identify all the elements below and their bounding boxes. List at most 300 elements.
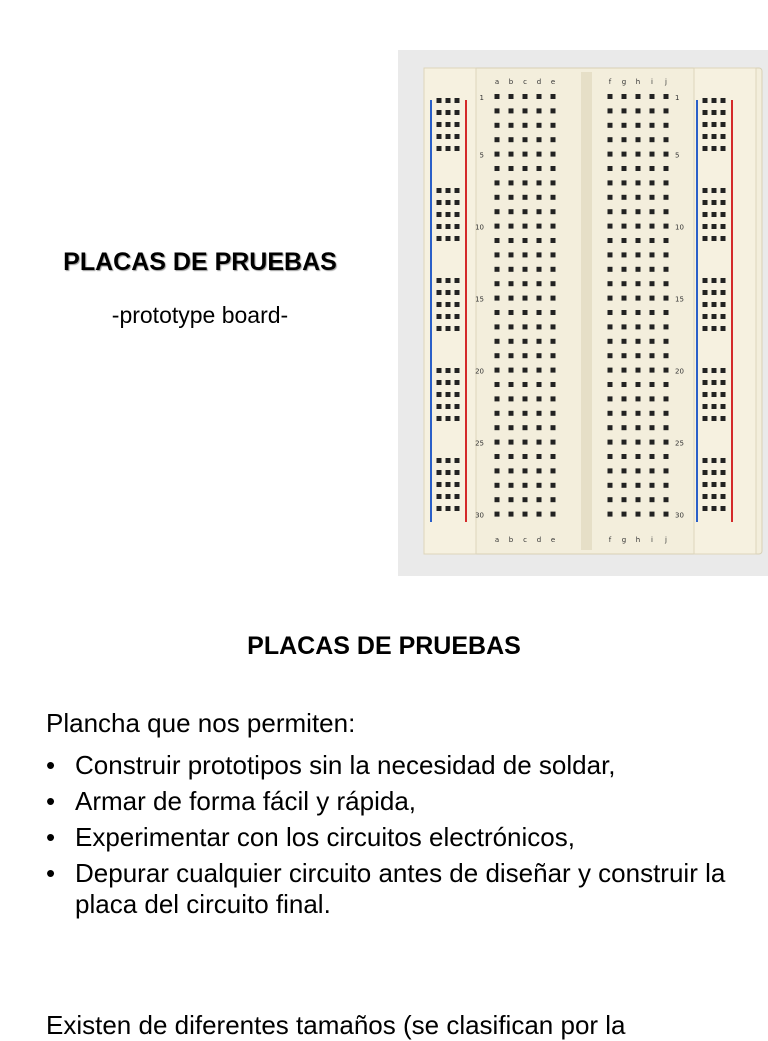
grid-hole [551, 94, 556, 99]
grid-hole [537, 296, 542, 301]
grid-hole [509, 152, 514, 157]
grid-hole [523, 454, 528, 459]
grid-hole [509, 94, 514, 99]
bullet-item: • Depurar cualquier circuito antes de diseñar y construir la placa del circuito final. [46, 858, 726, 919]
rail-hole [721, 110, 726, 115]
column-label: a [494, 536, 500, 544]
grid-hole [537, 281, 542, 286]
grid-hole [509, 425, 514, 430]
grid-hole [608, 180, 613, 185]
rail-hole [437, 458, 442, 463]
column-label: h [635, 536, 641, 544]
grid-hole [537, 224, 542, 229]
rail-hole [446, 416, 451, 421]
grid-hole [664, 224, 669, 229]
grid-hole [551, 166, 556, 171]
grid-hole [509, 281, 514, 286]
rail-hole [712, 110, 717, 115]
row-number-label: 10 [475, 223, 484, 232]
grid-hole [608, 396, 613, 401]
grid-hole [537, 339, 542, 344]
grid-hole [523, 324, 528, 329]
bullet-icon: • [46, 750, 56, 780]
rail-hole [455, 458, 460, 463]
grid-hole [495, 454, 500, 459]
grid-hole [495, 224, 500, 229]
rail-hole [703, 110, 708, 115]
grid-hole [664, 296, 669, 301]
rail-hole [437, 482, 442, 487]
grid-hole [495, 137, 500, 142]
grid-hole [650, 425, 655, 430]
grid-hole [537, 166, 542, 171]
grid-hole [495, 368, 500, 373]
grid-hole [636, 454, 641, 459]
rail-hole [455, 470, 460, 475]
grid-hole [636, 512, 641, 517]
grid-hole [622, 209, 627, 214]
grid-hole [551, 368, 556, 373]
grid-hole [622, 310, 627, 315]
row-number-label: 30 [475, 511, 484, 520]
grid-hole [650, 281, 655, 286]
rail-hole [712, 98, 717, 103]
grid-hole [636, 209, 641, 214]
rail-hole [437, 326, 442, 331]
grid-hole [509, 454, 514, 459]
rail-hole [437, 290, 442, 295]
rail-hole [437, 224, 442, 229]
rail-hole [703, 458, 708, 463]
grid-hole [537, 195, 542, 200]
grid-hole [636, 296, 641, 301]
grid-hole [664, 382, 669, 387]
row-number-label: 10 [675, 223, 684, 232]
grid-hole [509, 252, 514, 257]
grid-hole [523, 512, 528, 517]
grid-hole [622, 166, 627, 171]
grid-hole [622, 425, 627, 430]
column-label: d [536, 536, 542, 544]
grid-hole [495, 324, 500, 329]
grid-hole [523, 468, 528, 473]
grid-hole [551, 411, 556, 416]
grid-hole [551, 512, 556, 517]
rail-hole [446, 212, 451, 217]
row-number-label: 15 [675, 295, 684, 304]
grid-hole [636, 324, 641, 329]
rail-hole [455, 404, 460, 409]
grid-hole [650, 396, 655, 401]
rail-hole [437, 368, 442, 373]
rail-hole [455, 236, 460, 241]
breadboard-photo [398, 50, 768, 576]
grid-hole [636, 180, 641, 185]
grid-hole [636, 137, 641, 142]
rail-hole [721, 98, 726, 103]
grid-hole [495, 440, 500, 445]
rail-hole [721, 392, 726, 397]
grid-hole [551, 252, 556, 257]
grid-hole [551, 497, 556, 502]
grid-hole [622, 108, 627, 113]
row-number-label: 25 [675, 439, 684, 448]
rail-hole [455, 326, 460, 331]
rail-hole [446, 302, 451, 307]
grid-hole [495, 382, 500, 387]
grid-hole [650, 382, 655, 387]
rail-hole [446, 494, 451, 499]
grid-hole [608, 454, 613, 459]
grid-hole [608, 238, 613, 243]
rail-hole [455, 134, 460, 139]
grid-hole [495, 396, 500, 401]
grid-hole [537, 483, 542, 488]
grid-hole [509, 296, 514, 301]
rail-hole [446, 224, 451, 229]
grid-hole [523, 425, 528, 430]
grid-hole [636, 310, 641, 315]
rail-hole [437, 392, 442, 397]
bullet-item: • Armar de forma fácil y rápida, [46, 786, 417, 816]
slide-subtitle: -prototype board- [111, 302, 289, 328]
column-label: i [651, 78, 653, 86]
grid-hole [664, 137, 669, 142]
rail-hole [703, 326, 708, 331]
rail-hole [446, 278, 451, 283]
grid-hole [622, 368, 627, 373]
grid-hole [537, 382, 542, 387]
grid-hole [650, 497, 655, 502]
grid-hole [664, 440, 669, 445]
grid-hole [622, 339, 627, 344]
grid-hole [495, 512, 500, 517]
column-label: h [635, 78, 641, 86]
rail-hole [712, 458, 717, 463]
grid-hole [495, 195, 500, 200]
grid-hole [608, 209, 613, 214]
grid-hole [622, 497, 627, 502]
rail-hole [455, 506, 460, 511]
rail-hole [712, 278, 717, 283]
grid-hole [636, 267, 641, 272]
grid-hole [608, 468, 613, 473]
grid-hole [495, 94, 500, 99]
rail-hole [721, 122, 726, 127]
grid-hole [622, 152, 627, 157]
rail-hole [446, 122, 451, 127]
grid-hole [509, 497, 514, 502]
rail-hole [703, 200, 708, 205]
grid-hole [495, 209, 500, 214]
rail-hole [455, 482, 460, 487]
grid-hole [509, 238, 514, 243]
rail-hole [455, 146, 460, 151]
grid-hole [495, 310, 500, 315]
rail-hole [455, 212, 460, 217]
grid-hole [664, 238, 669, 243]
bullet-item: • Experimentar con los circuitos electrónicos, [46, 822, 575, 852]
slide-title: PLACAS DE PRUEBAS [63, 248, 337, 276]
grid-hole [608, 166, 613, 171]
grid-hole [551, 440, 556, 445]
grid-hole [650, 209, 655, 214]
grid-hole [509, 411, 514, 416]
rail-hole [446, 404, 451, 409]
rail-hole [703, 380, 708, 385]
rail-hole [437, 146, 442, 151]
rail-hole [446, 458, 451, 463]
grid-hole [636, 166, 641, 171]
grid-hole [523, 108, 528, 113]
rail-hole [446, 134, 451, 139]
grid-hole [650, 180, 655, 185]
grid-hole [608, 310, 613, 315]
grid-hole [495, 267, 500, 272]
rail-hole [721, 212, 726, 217]
grid-hole [636, 468, 641, 473]
grid-hole [608, 324, 613, 329]
grid-hole [664, 512, 669, 517]
grid-hole [523, 152, 528, 157]
grid-hole [523, 252, 528, 257]
grid-hole [622, 238, 627, 243]
rail-hole [703, 470, 708, 475]
grid-hole [636, 195, 641, 200]
grid-hole [636, 483, 641, 488]
rail-hole [446, 314, 451, 319]
rail-hole [455, 380, 460, 385]
grid-hole [523, 483, 528, 488]
grid-hole [622, 296, 627, 301]
grid-hole [537, 267, 542, 272]
rail-hole [721, 200, 726, 205]
grid-hole [551, 224, 556, 229]
grid-hole [650, 252, 655, 257]
column-label: c [523, 536, 527, 544]
grid-hole [523, 166, 528, 171]
grid-hole [650, 324, 655, 329]
row-number-label: 20 [675, 367, 684, 376]
rail-hole [721, 482, 726, 487]
grid-hole [608, 382, 613, 387]
grid-hole [636, 123, 641, 128]
column-label: e [550, 78, 556, 86]
column-label: b [508, 536, 514, 544]
grid-hole [622, 94, 627, 99]
column-label: i [651, 536, 653, 544]
grid-hole [551, 454, 556, 459]
grid-hole [664, 209, 669, 214]
grid-hole [608, 339, 613, 344]
grid-hole [608, 267, 613, 272]
slide-title: PLACAS DE PRUEBAS [247, 632, 521, 660]
grid-hole [537, 152, 542, 157]
rail-hole [721, 224, 726, 229]
rail-hole [437, 302, 442, 307]
rail-hole [446, 326, 451, 331]
grid-hole [537, 180, 542, 185]
rail-hole [446, 290, 451, 295]
grid-hole [509, 123, 514, 128]
rail-hole [721, 290, 726, 295]
rail-hole [721, 302, 726, 307]
rail-hole [437, 110, 442, 115]
rail-hole [712, 146, 717, 151]
grid-hole [495, 166, 500, 171]
rail-hole [446, 200, 451, 205]
rail-hole [721, 278, 726, 283]
rail-hole [721, 368, 726, 373]
grid-hole [636, 94, 641, 99]
grid-hole [664, 339, 669, 344]
grid-hole [509, 310, 514, 315]
rail-hole [455, 392, 460, 397]
rail-hole [446, 98, 451, 103]
rail-hole [712, 506, 717, 511]
rail-hole [455, 278, 460, 283]
rail-hole [721, 134, 726, 139]
rail-hole [703, 482, 708, 487]
rail-hole [437, 494, 442, 499]
grid-hole [636, 281, 641, 286]
grid-hole [523, 267, 528, 272]
grid-hole [622, 396, 627, 401]
grid-hole [622, 224, 627, 229]
grid-hole [664, 368, 669, 373]
rail-hole [712, 380, 717, 385]
grid-hole [622, 180, 627, 185]
grid-hole [636, 339, 641, 344]
grid-hole [551, 195, 556, 200]
grid-hole [664, 310, 669, 315]
grid-hole [650, 339, 655, 344]
bullet-item: • Construir prototipos sin la necesidad de soldar, [46, 750, 616, 780]
slide-2 [0, 590, 768, 1040]
grid-hole [622, 512, 627, 517]
column-label: b [508, 78, 514, 86]
grid-hole [650, 238, 655, 243]
grid-hole [650, 94, 655, 99]
grid-hole [664, 195, 669, 200]
rail-hole [703, 368, 708, 373]
grid-hole [608, 483, 613, 488]
grid-hole [608, 123, 613, 128]
rail-hole [712, 392, 717, 397]
grid-hole [537, 137, 542, 142]
cut-off-text: Existen de diferentes tamaños (se clasifican por la [46, 1010, 626, 1040]
grid-hole [537, 368, 542, 373]
grid-hole [650, 166, 655, 171]
grid-hole [608, 497, 613, 502]
row-number-label: 5 [675, 151, 680, 160]
grid-hole [537, 324, 542, 329]
rail-hole [446, 482, 451, 487]
grid-hole [622, 468, 627, 473]
grid-hole [608, 296, 613, 301]
grid-hole [664, 454, 669, 459]
grid-hole [608, 152, 613, 157]
grid-hole [537, 252, 542, 257]
rail-hole [721, 380, 726, 385]
grid-hole [650, 123, 655, 128]
grid-hole [509, 396, 514, 401]
rail-hole [437, 122, 442, 127]
rail-hole [437, 506, 442, 511]
grid-hole [509, 382, 514, 387]
grid-hole [523, 382, 528, 387]
grid-hole [537, 411, 542, 416]
rail-hole [437, 380, 442, 385]
column-label: e [550, 536, 556, 544]
rail-hole [455, 200, 460, 205]
bullet-icon: • [46, 822, 56, 852]
grid-hole [650, 454, 655, 459]
grid-hole [537, 440, 542, 445]
rail-hole [712, 224, 717, 229]
grid-hole [622, 382, 627, 387]
grid-hole [509, 468, 514, 473]
rail-hole [437, 416, 442, 421]
grid-hole [509, 339, 514, 344]
rail-hole [703, 146, 708, 151]
grid-hole [622, 195, 627, 200]
rail-hole [446, 506, 451, 511]
column-label: f [608, 536, 612, 544]
grid-hole [622, 454, 627, 459]
column-label: g [621, 536, 627, 544]
grid-hole [650, 137, 655, 142]
grid-hole [551, 339, 556, 344]
grid-hole [664, 123, 669, 128]
grid-hole [650, 468, 655, 473]
grid-hole [608, 411, 613, 416]
row-number-label: 5 [479, 151, 484, 160]
grid-hole [608, 137, 613, 142]
grid-hole [636, 353, 641, 358]
grid-hole [509, 267, 514, 272]
rail-hole [455, 290, 460, 295]
grid-hole [551, 238, 556, 243]
grid-hole [495, 296, 500, 301]
grid-hole [551, 310, 556, 315]
grid-hole [608, 440, 613, 445]
row-number-label: 30 [675, 511, 684, 520]
grid-hole [523, 238, 528, 243]
grid-hole [537, 497, 542, 502]
grid-hole [636, 238, 641, 243]
grid-hole [650, 411, 655, 416]
grid-hole [664, 108, 669, 113]
grid-hole [622, 483, 627, 488]
grid-hole [523, 296, 528, 301]
rail-hole [703, 506, 708, 511]
grid-hole [509, 195, 514, 200]
grid-hole [608, 368, 613, 373]
rail-hole [712, 236, 717, 241]
grid-hole [537, 238, 542, 243]
grid-hole [551, 108, 556, 113]
row-number-label: 20 [475, 367, 484, 376]
rail-hole [455, 122, 460, 127]
grid-hole [664, 94, 669, 99]
grid-hole [509, 483, 514, 488]
grid-hole [495, 425, 500, 430]
rail-hole [437, 212, 442, 217]
grid-hole [551, 209, 556, 214]
grid-hole [551, 324, 556, 329]
grid-hole [636, 368, 641, 373]
